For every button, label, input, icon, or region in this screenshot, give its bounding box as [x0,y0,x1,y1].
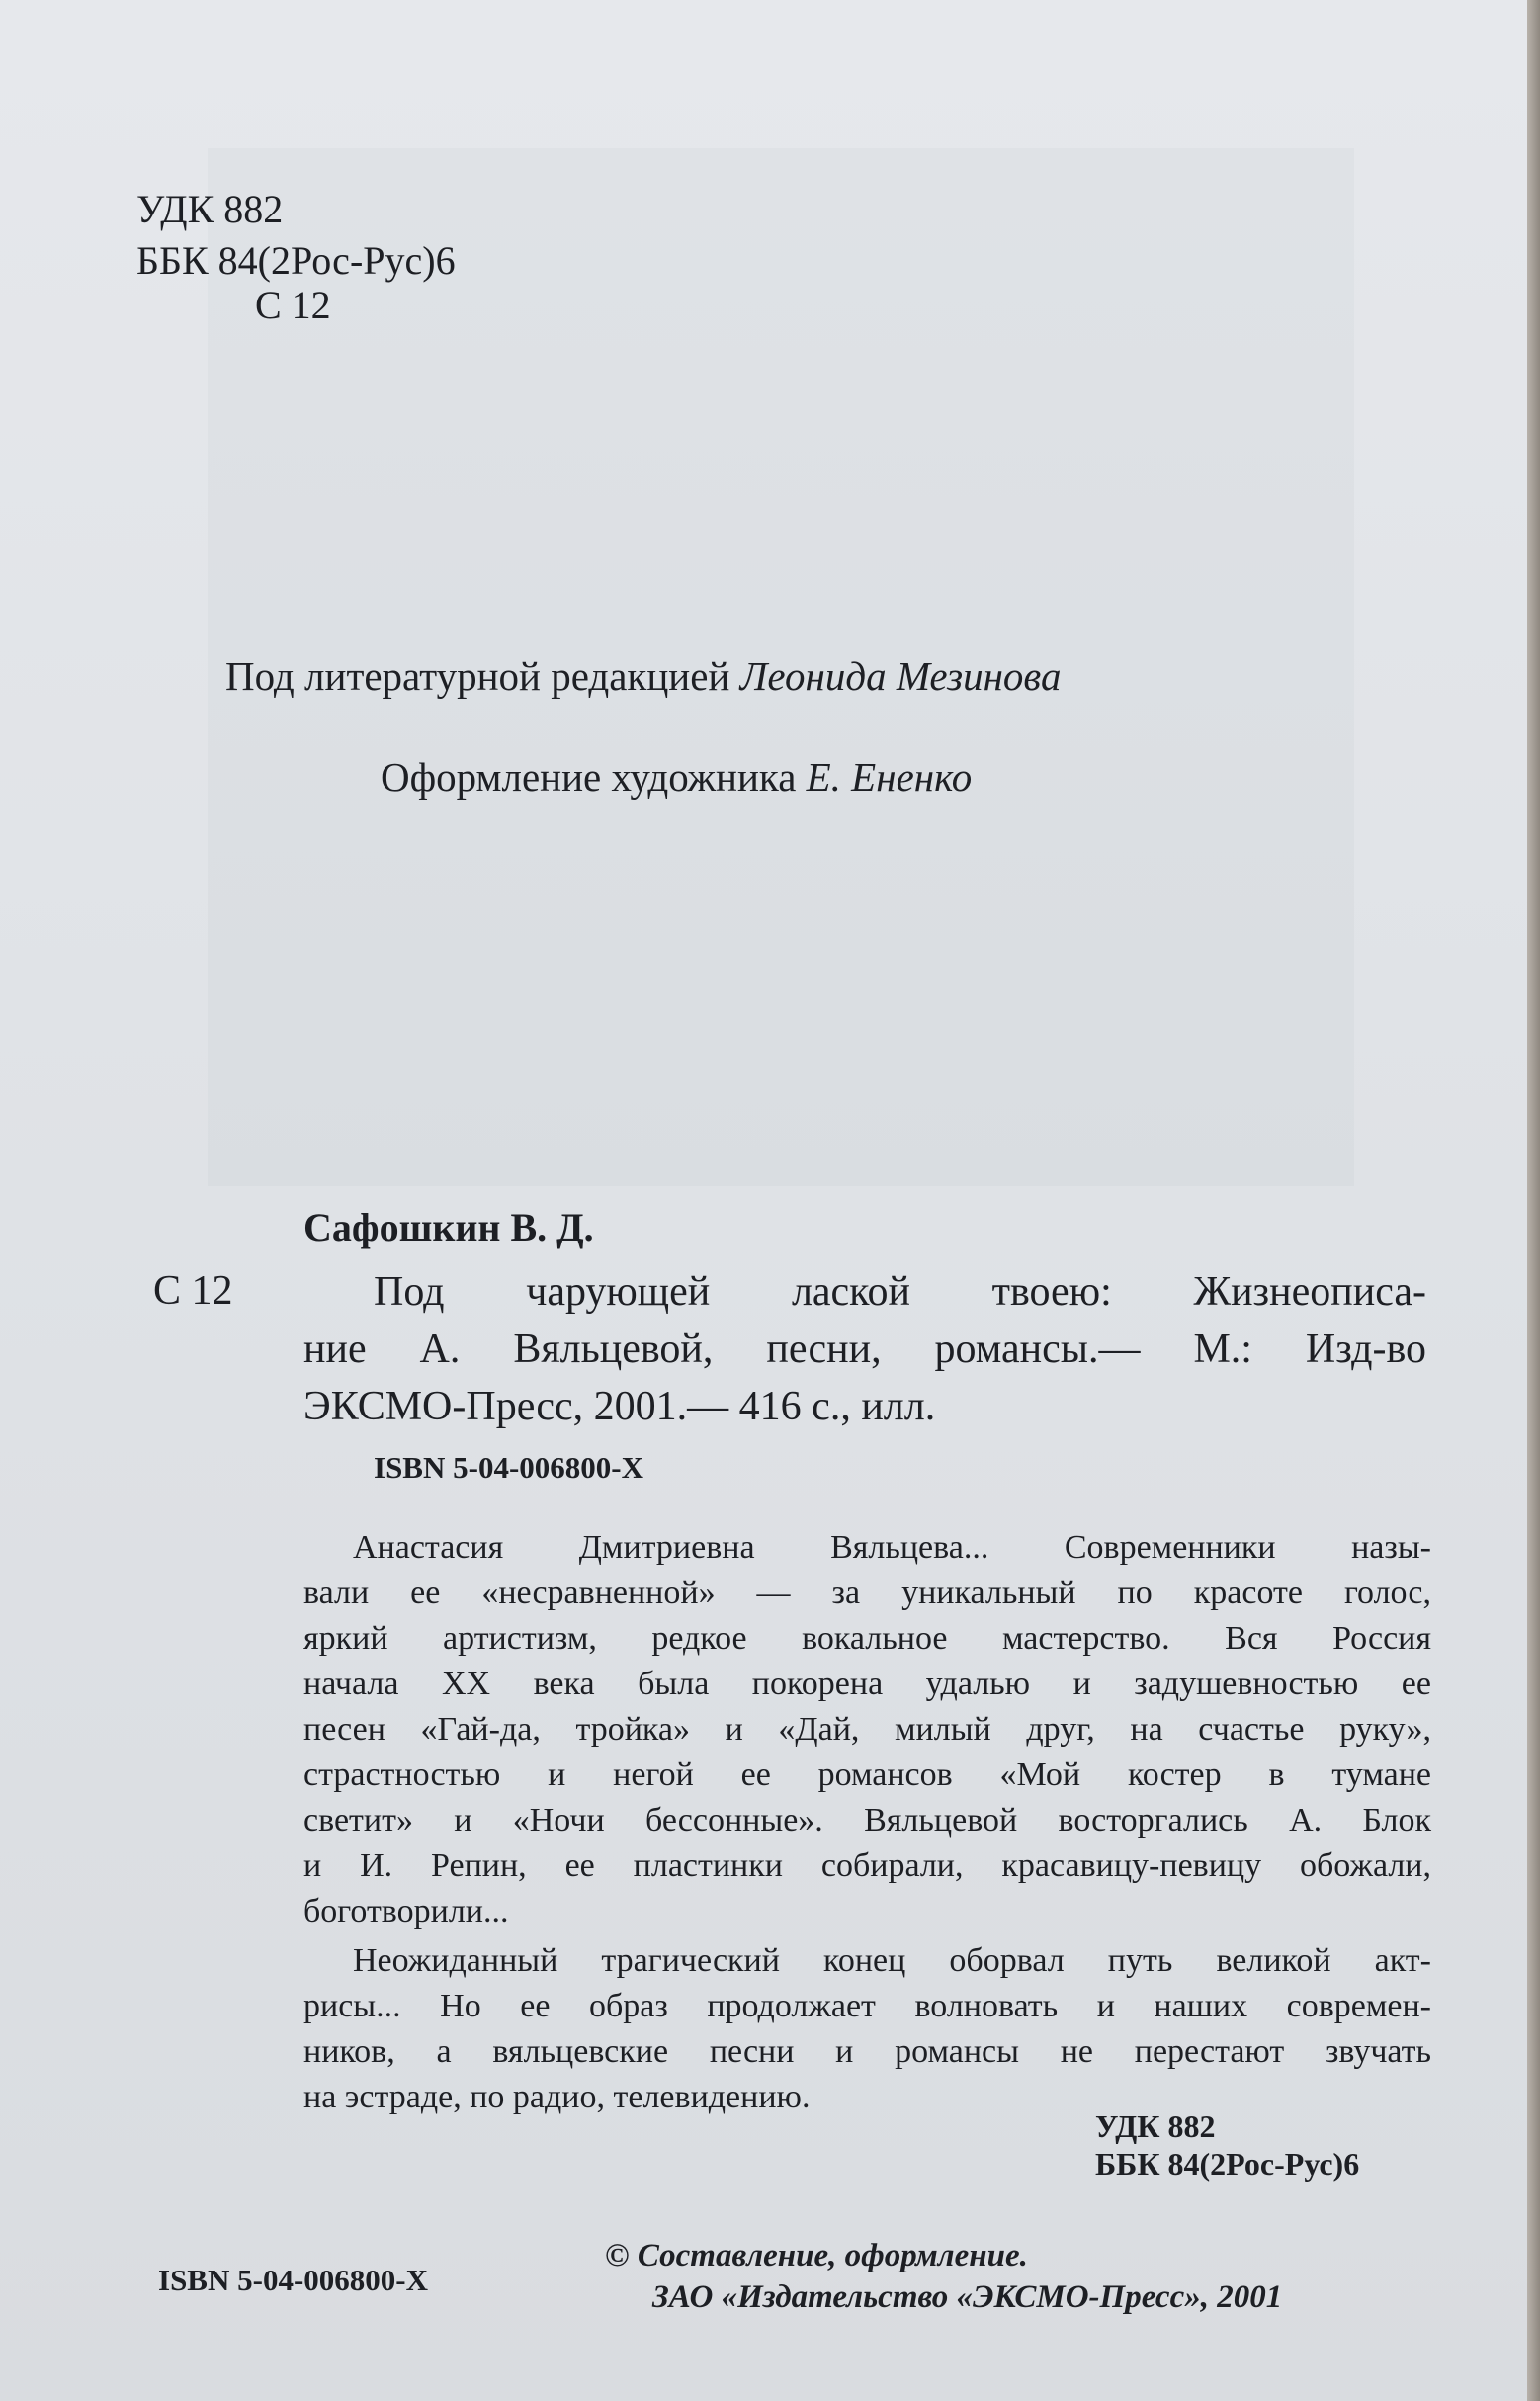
annotation-line: Анастасия Дмитриевна Вяльцева... Современники назы- [353,1529,1431,1566]
copyright-line-2: ЗАО «Издательство «ЭКСМО-Пресс», 2001 [652,2279,1283,2315]
annotation-line: страстностью и негой ее романсов «Мой костер в тумане [303,1757,1431,1793]
annotation-line: яркий артистизм, редкое вокальное мастерство. Вся Россия [303,1620,1431,1657]
editor-prefix: Под литературной редакцией [225,653,730,699]
isbn-footer: ISBN 5-04-006800-X [158,2263,428,2297]
editor-credit [225,652,1061,700]
annotation-line: и И. Репин, ее пластинки собирали, красавицу-певицу обожали, [303,1847,1431,1884]
artist-credit [381,753,972,801]
annotation-paragraph-2 [303,1938,1431,2120]
annotation-paragraph-1 [303,1525,1431,1934]
bib-line: ЭКСМО-Пресс, 2001.— 416 с., илл. [303,1384,936,1429]
bbk-code-bottom: ББК 84(2Рос-Рус)6 [1095,2146,1360,2182]
page-edge [1527,0,1540,2401]
udk-code-top: УДК 882 [136,187,284,231]
annotation-line: светит» и «Ночи бессонные». Вяльцевой восторгались А. Блок [303,1802,1431,1839]
isbn-bib: ISBN 5-04-006800-X [374,1450,643,1485]
bib-line: ние А. Вяльцевой, песни, романсы.— М.: Изд-во [303,1327,1426,1372]
bibliographic-description-2 [303,1321,1426,1435]
annotation-line: Неожиданный трагический конец оборвал путь великой акт- [353,1942,1431,1979]
annotation-line: на эстраде, по радио, телевидению. [303,2079,811,2115]
bbk-code-top: ББК 84(2Рос-Рус)6 [136,238,456,283]
udk-code-bottom: УДК 882 [1095,2108,1216,2144]
annotation-line: начала XX века была покорена удалью и задушевностью ее [303,1666,1431,1702]
artist-name: Е. Ененко [806,754,973,800]
artist-prefix: Оформление художника [381,754,797,800]
annotation-line: боготворили... [303,1893,509,1929]
annotation-line: песен «Гай-да, тройка» и «Дай, милый друг, на счастье руку», [303,1711,1431,1748]
author-mark-bib: С 12 [153,1268,233,1314]
editor-name: Леонида Мезинова [739,653,1062,699]
bibliographic-description [374,1263,1426,1321]
bib-line: Под чарующей лаской твоею: Жизнеописа- [374,1269,1426,1315]
author-mark-top: С 12 [255,283,331,327]
annotation-line: рисы... Но ее образ продолжает волновать и наших современ- [303,1988,1431,2024]
annotation-line: вали ее «несравненной» — за уникальный по красоте голос, [303,1575,1431,1611]
annotation-line: ников, а вяльцевские песни и романсы не перестают звучать [303,2033,1431,2070]
author-heading: Сафошкин В. Д. [303,1205,594,1249]
copyright-line-1: © Составление, оформление. [605,2238,1028,2273]
